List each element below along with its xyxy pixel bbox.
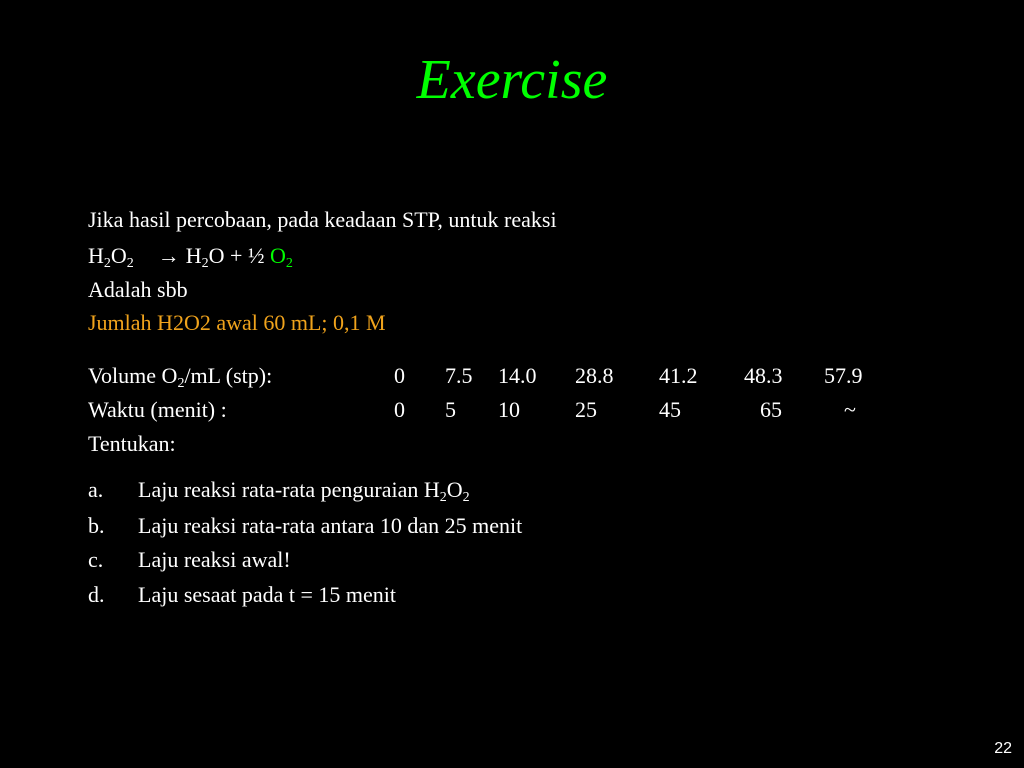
tentukan-text: Tentukan:	[88, 431, 176, 456]
product1-sub: 2	[201, 256, 209, 271]
table-cell: ~	[844, 397, 856, 422]
list-item-text	[138, 477, 470, 503]
list-item-text: Laju sesaat pada t = 15 menit	[138, 582, 396, 607]
table-cell: 10	[498, 397, 520, 422]
slide-title: Exercise	[416, 49, 608, 111]
reactant-h: H	[88, 243, 104, 268]
list-marker: b.	[88, 513, 105, 538]
table-cell: 0	[394, 397, 405, 422]
product2-o: O	[269, 243, 286, 268]
intro-text: Jika hasil percobaan, pada keadaan STP, untuk reaksi	[88, 207, 557, 232]
volume-label-post: /mL (stp):	[184, 363, 273, 388]
product1-rest: O + ½	[208, 243, 265, 268]
row-label-waktu: Waktu (menit) :	[88, 397, 227, 422]
list-marker: c.	[88, 547, 104, 572]
task-a-sub2: 2	[462, 490, 470, 505]
task-a-text: Laju reaksi rata-rata penguraian H	[138, 477, 440, 502]
task-a-sub1: 2	[439, 490, 447, 505]
table-cell: 5	[445, 397, 456, 422]
reaction-equation	[88, 243, 293, 269]
product1-h: H	[185, 243, 202, 268]
task-a-o: O	[446, 477, 463, 502]
data-table	[88, 363, 908, 423]
product2-sub: 2	[285, 256, 293, 271]
table-cell: 7.5	[445, 363, 473, 388]
table-cell: 41.2	[659, 363, 698, 388]
table-cell: 0	[394, 363, 405, 388]
table-cell: 57.9	[824, 363, 863, 388]
list-marker: a.	[88, 477, 104, 502]
list-item-text: Laju reaksi rata-rata antara 10 dan 25 menit	[138, 513, 523, 538]
table-cell: 25	[575, 397, 597, 422]
adalah-text: Adalah sbb	[88, 277, 188, 302]
list-marker: d.	[88, 582, 105, 607]
list-item-text: Laju reaksi awal!	[138, 547, 291, 572]
volume-label-sub: 2	[177, 376, 185, 391]
table-cell: 48.3	[744, 363, 783, 388]
reactant-o: O	[110, 243, 127, 268]
reactant-sub1: 2	[103, 256, 111, 271]
table-cell: 45	[659, 397, 681, 422]
reaction-arrow-icon: →	[157, 243, 180, 268]
table-cell: 14.0	[498, 363, 537, 388]
row-label-volume	[88, 363, 272, 389]
jumlah-text: Jumlah H2O2 awal 60 mL; 0,1 M	[88, 310, 386, 335]
table-cell: 28.8	[575, 363, 614, 388]
page-number: 22	[994, 740, 1012, 757]
table-cell: 65	[760, 397, 782, 422]
volume-label-pre: Volume O	[88, 363, 178, 388]
reactant-sub2: 2	[126, 256, 134, 271]
